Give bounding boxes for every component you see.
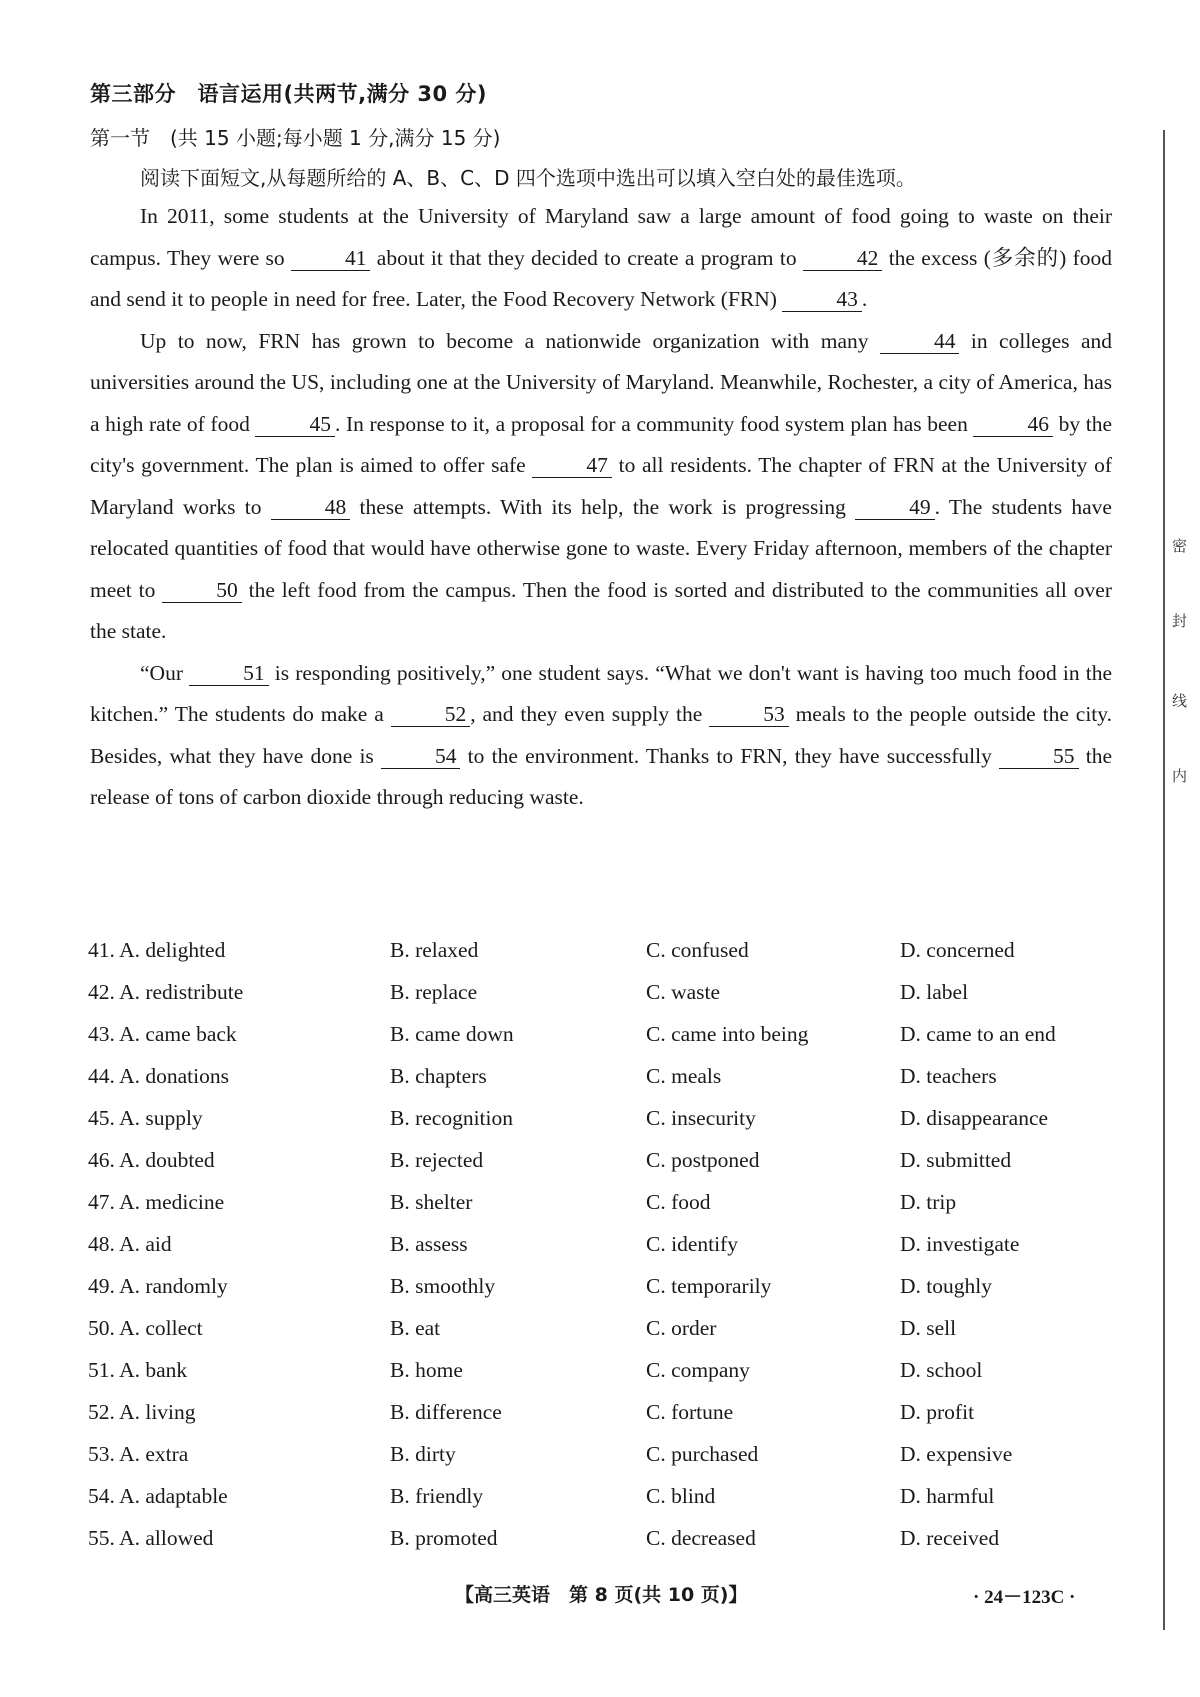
cloze-passage <box>90 196 1112 819</box>
option-c: C. decreased <box>646 1526 756 1550</box>
option-c: C. purchased <box>646 1442 759 1466</box>
option-d: D. received <box>900 1526 1000 1550</box>
question-row-47 <box>88 1190 1118 1232</box>
option-c: C. order <box>646 1316 717 1340</box>
blank-46: 46 <box>973 412 1053 437</box>
question-row-42 <box>88 980 1118 1022</box>
option-d: D. investigate <box>900 1232 1020 1256</box>
passage-text: the excess (多余的) food and send it to people in need for free. Later, the Food Recovery Network (FRN) <box>90 245 1113 311</box>
option-c: C. meals <box>646 1064 722 1088</box>
question-row-55 <box>88 1526 1118 1568</box>
question-row-45 <box>88 1106 1118 1148</box>
option-b: B. eat <box>390 1316 441 1340</box>
passage-text: by the city's government. The plan is aimed to offer safe <box>90 411 1112 477</box>
option-d: D. expensive <box>900 1442 1013 1466</box>
passage-text: . In response to it, a proposal for a community food system plan has been <box>334 411 974 436</box>
question-row-52 <box>88 1400 1118 1442</box>
option-d: D. trip <box>900 1190 957 1214</box>
passage-text: meals to the people outside the city. Besides, what they have done is <box>90 702 1112 768</box>
option-b: B. chapters <box>390 1064 487 1088</box>
subsection-title: 第一节 (共 15 小题;每小题 1 分,满分 15 分) <box>90 126 501 150</box>
passage-paragraph <box>90 196 1112 321</box>
option-a: 46. A. doubted <box>88 1148 215 1172</box>
passage-paragraph <box>90 321 1112 653</box>
question-row-53 <box>88 1442 1118 1484</box>
section-title: 第三部分 语言运用(共两节,满分 30 分) <box>90 82 488 106</box>
option-b: B. smoothly <box>390 1274 496 1298</box>
question-row-48 <box>88 1232 1118 1274</box>
side-mark: 封 <box>1172 612 1188 630</box>
option-c: C. waste <box>646 980 721 1004</box>
question-row-49 <box>88 1274 1118 1316</box>
option-b: B. shelter <box>390 1190 473 1214</box>
blank-49: 49 <box>855 495 935 520</box>
option-d: D. sell <box>900 1316 957 1340</box>
option-a: 55. A. allowed <box>88 1526 214 1550</box>
side-mark: 内 <box>1172 767 1188 785</box>
blank-43: 43 <box>782 287 862 312</box>
passage-text: , and they even supply the <box>470 702 710 726</box>
blank-54: 54 <box>381 744 461 769</box>
option-d: D. school <box>900 1358 983 1382</box>
answer-options <box>88 938 1118 1568</box>
option-d: D. came to an end <box>900 1022 1056 1046</box>
page-footer-code: · 24－123C · <box>973 1587 1076 1608</box>
question-row-43 <box>88 1022 1118 1064</box>
option-c: C. blind <box>646 1484 716 1508</box>
passage-text: these attempts. With its help, the work is progressing <box>350 494 856 519</box>
option-a: 44. A. donations <box>88 1064 229 1088</box>
option-a: 52. A. living <box>88 1400 196 1424</box>
option-b: B. difference <box>390 1400 502 1424</box>
question-row-50 <box>88 1316 1118 1358</box>
question-row-44 <box>88 1064 1118 1106</box>
option-d: D. toughly <box>900 1274 992 1298</box>
option-d: D. submitted <box>900 1148 1012 1172</box>
blank-55: 55 <box>999 744 1079 769</box>
option-c: C. company <box>646 1358 750 1382</box>
option-c: C. postponed <box>646 1148 760 1172</box>
passage-text: the left food from the campus. Then the food is sorted and distributed to the communities all over the state. <box>90 577 1112 643</box>
option-c: C. confused <box>646 938 749 962</box>
option-d: D. profit <box>900 1400 975 1424</box>
option-a: 51. A. bank <box>88 1358 188 1382</box>
blank-41: 41 <box>291 246 371 271</box>
passage-text: “Our <box>140 660 190 685</box>
option-b: B. promoted <box>390 1526 498 1550</box>
blank-47: 47 <box>532 453 612 478</box>
passage-text: about it that they decided to create a program to <box>370 245 803 270</box>
passage-text: the release of tons of carbon dioxide through reducing waste. <box>90 743 1112 809</box>
option-d: D. teachers <box>900 1064 997 1088</box>
option-c: C. food <box>646 1190 711 1214</box>
option-b: B. rejected <box>390 1148 484 1172</box>
option-a: 43. A. came back <box>88 1022 237 1046</box>
option-c: C. fortune <box>646 1400 734 1424</box>
option-a: 47. A. medicine <box>88 1190 225 1214</box>
option-c: C. identify <box>646 1232 738 1256</box>
passage-text: . <box>861 287 868 311</box>
option-c: C. came into being <box>646 1022 809 1046</box>
option-b: B. replace <box>390 980 478 1004</box>
option-a: 50. A. collect <box>88 1316 203 1340</box>
blank-53: 53 <box>709 702 789 727</box>
option-d: D. harmful <box>900 1484 995 1508</box>
blank-48: 48 <box>271 495 351 520</box>
blank-45: 45 <box>255 412 335 437</box>
option-d: D. label <box>900 980 969 1004</box>
option-a: 42. A. redistribute <box>88 980 244 1004</box>
option-a: 48. A. aid <box>88 1232 172 1256</box>
passage-text: is responding positively,” one student says. “What we don't want is having too much food in the kitchen.” The students do make a <box>90 660 1112 726</box>
blank-42: 42 <box>803 246 883 271</box>
side-mark: 线 <box>1172 692 1188 710</box>
blank-52: 52 <box>391 702 471 727</box>
option-b: B. assess <box>390 1232 468 1256</box>
question-row-46 <box>88 1148 1118 1190</box>
option-b: B. recognition <box>390 1106 514 1130</box>
binding-margin-line <box>1163 130 1165 1630</box>
option-d: D. concerned <box>900 938 1015 962</box>
option-b: B. friendly <box>390 1484 484 1508</box>
blank-50: 50 <box>162 578 242 603</box>
option-a: 41. A. delighted <box>88 938 226 962</box>
option-a: 49. A. randomly <box>88 1274 228 1298</box>
side-mark: 密 <box>1172 537 1188 555</box>
option-b: B. home <box>390 1358 463 1382</box>
page-footer-info: 【高三英语 第 8 页(共 10 页)】 <box>455 1584 748 1606</box>
option-a: 53. A. extra <box>88 1442 189 1466</box>
question-row-51 <box>88 1358 1118 1400</box>
option-b: B. relaxed <box>390 938 479 962</box>
passage-text: Up to now, FRN has grown to become a nationwide organization with many <box>140 328 880 353</box>
passage-text: to all residents. The chapter of FRN at the University of Maryland works to <box>90 453 1112 519</box>
option-d: D. disappearance <box>900 1106 1049 1130</box>
option-a: 54. A. adaptable <box>88 1484 228 1508</box>
option-b: B. dirty <box>390 1442 456 1466</box>
passage-text: in colleges and universities around the US, including one at the University of Maryland. Meanwhile, Rochester, a city of America, has a high rate of food <box>90 328 1112 436</box>
instruction-text: 阅读下面短文,从每题所给的 A、B、C、D 四个选项中选出可以填入空白处的最佳选项。 <box>140 166 916 190</box>
passage-text: In 2011, some students at the University of Maryland saw a large amount of food going to waste on their campus. They were so <box>90 204 1112 270</box>
blank-44: 44 <box>880 329 960 354</box>
option-a: 45. A. supply <box>88 1106 203 1130</box>
passage-text: . The students have relocated quantities of food that would have otherwise gone to waste. Every Friday afternoon, members of the chapter meet to <box>90 494 1112 602</box>
option-b: B. came down <box>390 1022 514 1046</box>
option-c: C. temporarily <box>646 1274 772 1298</box>
blank-51: 51 <box>189 661 269 686</box>
passage-text: to the environment. Thanks to FRN, they have successfully <box>460 743 1000 768</box>
question-row-54 <box>88 1484 1118 1526</box>
passage-paragraph <box>90 653 1112 819</box>
question-row-41 <box>88 938 1118 980</box>
option-c: C. insecurity <box>646 1106 756 1130</box>
